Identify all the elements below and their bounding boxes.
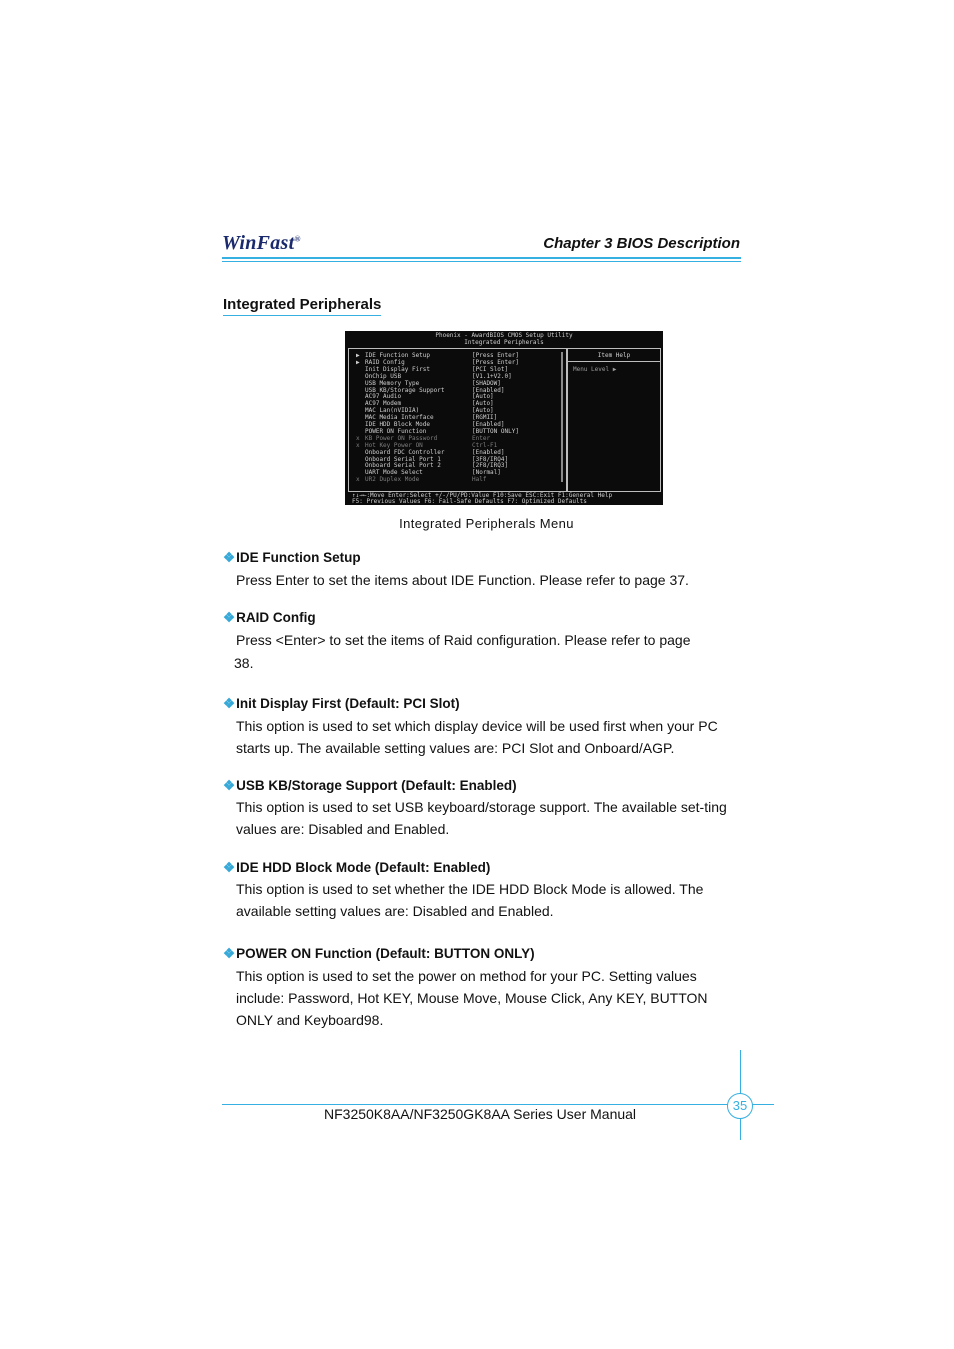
- bios-row-value: [Auto]: [472, 393, 494, 401]
- item-title-usb-kb-storage: ❖USB KB/Storage Support (Default: Enabled): [223, 778, 517, 793]
- bios-row-value: [Press Enter]: [472, 358, 519, 366]
- bullet-icon: ❖: [223, 610, 236, 625]
- bios-row-value: [Enabled]: [472, 386, 505, 394]
- bios-menu-row: [349, 476, 559, 483]
- item-body-power-on-function: This option is used to set the power on method for your PC. Setting values include: Password, Hot KEY, Mouse Move, Mouse Click, Any KEY, BUTTON ONLY and Keyboard98.: [236, 968, 708, 1028]
- item-body-ide-hdd-block-mode: This option is used to set whether the IDE HDD Block Mode is allowed. The available setting values are: Disabled and Enabled.: [236, 881, 704, 919]
- bios-row-value: [PCI Slot]: [472, 365, 509, 373]
- bios-row-label: UR2 Duplex Mode: [365, 476, 420, 484]
- bios-row-label: Onboard Serial Port 1: [365, 455, 441, 463]
- bios-row-label: RAID Config: [365, 358, 405, 366]
- bullet-icon: ❖: [223, 860, 236, 875]
- bios-title: Phoenix - AwardBIOS CMOS Setup Utility: [435, 332, 573, 339]
- bios-help-panel: [567, 348, 661, 492]
- bios-row-value: [V1.1+V2.0]: [472, 372, 512, 380]
- bios-row-value: [RGMII]: [472, 414, 498, 422]
- bios-row-marker: ▶: [356, 352, 360, 359]
- item-body-raid-config: Press <Enter> to set the items of Raid configuration. Please refer to page: [236, 632, 691, 648]
- header-rule: [222, 257, 741, 259]
- bios-row-marker: x: [356, 476, 360, 484]
- bullet-icon: ❖: [223, 946, 236, 961]
- item-title-raid-config: ❖RAID Config: [223, 610, 316, 625]
- bios-key-legend: [348, 491, 660, 505]
- bios-row-label: AC97 Modem: [365, 400, 402, 408]
- item-title-ide-function-setup: ❖IDE Function Setup: [223, 550, 361, 565]
- bios-row-label: KB Power ON Password: [365, 434, 438, 442]
- section-title: Integrated Peripherals: [223, 296, 381, 316]
- bios-row-value: [Enabled]: [472, 448, 505, 456]
- bios-row-value: Half: [472, 476, 487, 484]
- bios-row-label: Onboard Serial Port 2: [365, 462, 441, 470]
- item-body-init-display-first: This option is used to set which display device will be used first when your PC starts up. The available setting values are: PCI Slot and Onboard/AGP.: [236, 718, 718, 756]
- bios-row-value: [SHADOW]: [472, 379, 501, 387]
- bullet-icon: ❖: [223, 778, 236, 793]
- bios-row-value: [3F8/IRQ4]: [472, 455, 509, 463]
- item-body-raid-config-cont: 38.: [234, 655, 254, 671]
- header-rule-thin: [222, 261, 741, 262]
- item-title-ide-hdd-block-mode: ❖IDE HDD Block Mode (Default: Enabled): [223, 860, 491, 875]
- bios-row-label: Hot Key Power ON: [365, 441, 423, 449]
- winfast-logo: WinFast®: [222, 232, 301, 254]
- bios-help-divider: [568, 361, 660, 362]
- item-title-power-on-function: ❖POWER ON Function (Default: BUTTON ONLY): [223, 946, 535, 961]
- bios-row-label: IDE HDD Block Mode: [365, 421, 431, 428]
- footer-rule: [222, 1104, 774, 1105]
- bios-key-legend-line1: ↑↓→←:Move Enter:Select +/-/PU/PD:Value F10:Save ESC:Exit F1:General Help: [352, 492, 613, 499]
- bios-row-value: [2F8/IRQ3]: [472, 462, 509, 470]
- bios-row-label: MAC Media Interface: [365, 414, 434, 422]
- bios-row-value: [Press Enter]: [472, 352, 519, 359]
- bios-menu-panel: [348, 348, 567, 492]
- bullet-icon: ❖: [223, 550, 236, 565]
- bios-subtitle: Integrated Peripherals: [464, 339, 544, 346]
- bios-row-value: [Auto]: [472, 400, 494, 408]
- bios-row-marker: x: [356, 441, 360, 449]
- bios-row-label: UART Mode Select: [365, 469, 423, 477]
- page-number: 35: [727, 1093, 753, 1119]
- bios-row-label: IDE Function Setup: [365, 352, 431, 359]
- bios-row-value: [Enabled]: [472, 421, 505, 428]
- figure-caption: Integrated Peripherals Menu: [399, 516, 574, 531]
- bios-row-label: MAC Lan(nVIDIA): [365, 407, 420, 415]
- bios-row-label: POWER ON Function: [365, 427, 427, 435]
- item-body-usb-kb-storage: This option is used to set USB keyboard/storage support. The available set-ting values are: Disabled and Enabled.: [236, 799, 727, 837]
- bios-row-value: [BUTTON ONLY]: [472, 427, 519, 435]
- bios-screenshot: [345, 331, 663, 505]
- bios-row-value: Enter: [472, 434, 491, 442]
- bios-row-label: Onboard FDC Controller: [365, 448, 445, 456]
- bios-row-label: USB Memory Type: [365, 379, 420, 387]
- bios-row-marker: ▶: [356, 358, 360, 366]
- item-body-ide-function-setup: Press Enter to set the items about IDE Function. Please refer to page 37.: [236, 572, 689, 588]
- bios-row-value: Ctrl-F1: [472, 441, 498, 449]
- chapter-title: Chapter 3 BIOS Description: [543, 235, 740, 252]
- bios-row-label: OnChip USB: [365, 372, 402, 380]
- bios-row-value: [Normal]: [472, 469, 501, 477]
- item-title-init-display-first: ❖Init Display First (Default: PCI Slot): [223, 696, 460, 711]
- bios-help-text: Menu Level ▶: [573, 366, 617, 373]
- bios-row-marker: x: [356, 434, 360, 442]
- bios-row-label: Init Display First: [365, 365, 431, 373]
- bios-scrollbar: [561, 352, 563, 482]
- bios-key-legend-line2: F5: Previous Values F6: Fail-Safe Defaults F7: Optimized Defaults: [352, 498, 587, 505]
- bios-row-label: USB KB/Storage Support: [365, 386, 445, 394]
- manual-title: NF3250K8AA/NF3250GK8AA Series User Manual: [324, 1106, 637, 1122]
- bios-help-title: Item Help: [597, 352, 631, 359]
- bios-row-label: AC97 Audio: [365, 393, 402, 401]
- bullet-icon: ❖: [223, 696, 236, 711]
- bios-row-value: [Auto]: [472, 407, 494, 415]
